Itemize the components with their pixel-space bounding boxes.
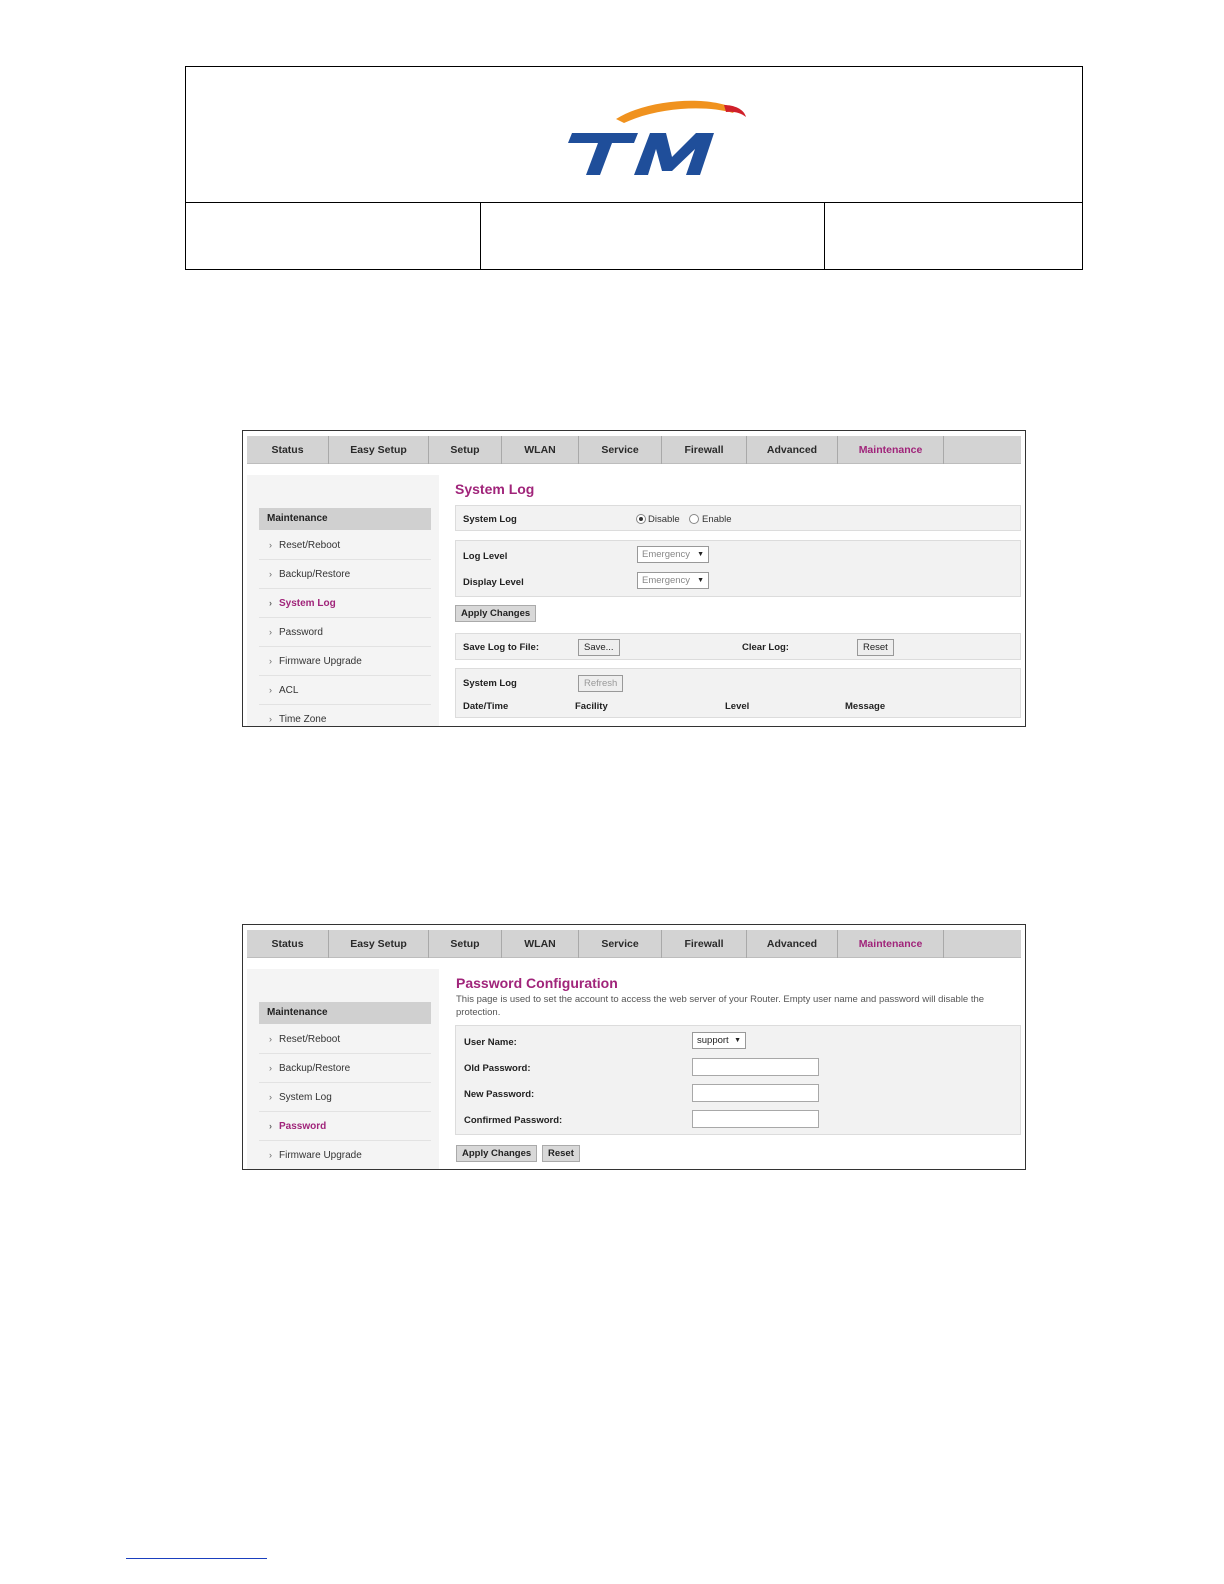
- sidebar-item-password[interactable]: [259, 618, 431, 647]
- log-table-label: System Log: [463, 678, 517, 689]
- chevron-right-icon: ›: [269, 1121, 272, 1131]
- sidebar-item-backup-restore[interactable]: [259, 1054, 431, 1083]
- top-nav: [247, 436, 1021, 464]
- reset-button[interactable]: Reset: [542, 1145, 580, 1162]
- log-level-panel: [455, 540, 1021, 597]
- radio-enable[interactable]: [689, 514, 699, 524]
- tab-firewall[interactable]: Firewall: [662, 436, 747, 464]
- display-level-select[interactable]: [637, 572, 709, 589]
- column-header-level: Level: [725, 701, 750, 712]
- sidebar-item-time-zone[interactable]: [259, 705, 431, 727]
- chevron-right-icon: ›: [269, 1150, 272, 1160]
- chevron-right-icon: ›: [269, 1063, 272, 1073]
- save-log-button[interactable]: Save...: [578, 639, 620, 656]
- apply-changes-button[interactable]: Apply Changes: [455, 605, 536, 622]
- page-title: System Log: [455, 481, 535, 497]
- refresh-button[interactable]: Refresh: [578, 675, 623, 692]
- tab-status[interactable]: Status: [247, 930, 329, 958]
- tab-easy-setup[interactable]: Easy Setup: [329, 930, 429, 958]
- system-log-label: System Log: [463, 514, 517, 525]
- sidebar-item-reset-reboot[interactable]: [259, 1025, 431, 1054]
- radio-disable[interactable]: [636, 514, 646, 524]
- document-header: [185, 66, 1083, 270]
- sidebar-item-label: ACL: [279, 685, 299, 696]
- clear-log-label: Clear Log:: [742, 642, 789, 653]
- password-config-screenshot: [242, 924, 1026, 1170]
- log-level-select[interactable]: [637, 546, 709, 563]
- column-header-facility: Facility: [575, 701, 608, 712]
- column-header-message: Message: [845, 701, 886, 712]
- sidebar-item-label: Backup/Restore: [279, 1063, 351, 1074]
- confirm-password-input[interactable]: [692, 1110, 819, 1128]
- tab-service[interactable]: Service: [579, 436, 662, 464]
- tab-maintenance[interactable]: Maintenance: [838, 930, 944, 958]
- password-form-panel: [455, 1025, 1021, 1135]
- header-cell-1: [186, 203, 481, 269]
- user-name-label: User Name:: [464, 1037, 517, 1048]
- chevron-right-icon: ›: [269, 569, 272, 579]
- tab-wlan[interactable]: WLAN: [502, 930, 579, 958]
- sidebar-header: Maintenance: [259, 508, 431, 530]
- new-password-label: New Password:: [464, 1089, 535, 1100]
- sidebar-item-label: Firmware Upgrade: [279, 1150, 362, 1161]
- footnote-separator: [126, 1558, 267, 1559]
- dropdown-arrow-icon: ▼: [734, 1037, 741, 1044]
- sidebar: [247, 969, 439, 1170]
- dropdown-arrow-icon: ▼: [697, 551, 704, 558]
- sidebar-item-system-log[interactable]: [259, 589, 431, 618]
- sidebar-item-label: Firmware Upgrade: [279, 656, 362, 667]
- clear-log-reset-button[interactable]: Reset: [857, 639, 894, 656]
- log-level-value: Emergency: [642, 549, 691, 560]
- sidebar-header: Maintenance: [259, 1002, 431, 1024]
- page-description: This page is used to set the account to access the web server of your Router. Empty user name and password will disable the protection.: [456, 994, 985, 1018]
- dropdown-arrow-icon: ▼: [697, 577, 704, 584]
- log-level-label: Log Level: [463, 551, 508, 562]
- sidebar-item-firmware-upgrade[interactable]: [259, 1141, 431, 1170]
- confirm-password-label: Confirmed Password:: [464, 1115, 563, 1126]
- sidebar-item-password[interactable]: [259, 1112, 431, 1141]
- tab-setup[interactable]: Setup: [429, 436, 502, 464]
- logo-row: [186, 67, 1082, 203]
- header-cell-2: [481, 203, 825, 269]
- sidebar-item-backup-restore[interactable]: [259, 560, 431, 589]
- save-log-label: Save Log to File:: [463, 642, 540, 653]
- chevron-right-icon: ›: [269, 1034, 272, 1044]
- tab-advanced[interactable]: Advanced: [747, 930, 838, 958]
- chevron-right-icon: ›: [269, 685, 272, 695]
- tab-wlan[interactable]: WLAN: [502, 436, 579, 464]
- column-header-datetime: Date/Time: [463, 701, 509, 712]
- header-cell-3: [825, 203, 1082, 269]
- tab-status[interactable]: Status: [247, 436, 329, 464]
- sidebar-item-label: Backup/Restore: [279, 569, 351, 580]
- save-log-panel: [455, 633, 1021, 660]
- sidebar: [247, 475, 439, 727]
- sidebar-item-firmware-upgrade[interactable]: [259, 647, 431, 676]
- new-password-input[interactable]: [692, 1084, 819, 1102]
- log-table-panel: [455, 668, 1021, 718]
- page-title: Password Configuration: [456, 975, 618, 991]
- sidebar-item-reset-reboot[interactable]: [259, 531, 431, 560]
- chevron-right-icon: ›: [269, 598, 272, 608]
- sidebar-item-label: Password: [279, 1121, 327, 1132]
- tab-maintenance[interactable]: Maintenance: [838, 436, 944, 464]
- chevron-right-icon: ›: [269, 714, 272, 724]
- display-level-label: Display Level: [463, 577, 524, 588]
- chevron-right-icon: ›: [269, 656, 272, 666]
- display-level-value: Emergency: [642, 575, 691, 586]
- old-password-label: Old Password:: [464, 1063, 531, 1074]
- sidebar-list: [259, 1025, 431, 1170]
- system-log-screenshot: [242, 430, 1026, 727]
- old-password-input[interactable]: [692, 1058, 819, 1076]
- user-name-select[interactable]: [692, 1032, 746, 1049]
- tab-firewall[interactable]: Firewall: [662, 930, 747, 958]
- system-log-toggle-panel: [455, 505, 1021, 531]
- chevron-right-icon: ›: [269, 540, 272, 550]
- tab-service[interactable]: Service: [579, 930, 662, 958]
- sidebar-item-label: Reset/Reboot: [279, 1034, 341, 1045]
- top-nav: [247, 930, 1021, 958]
- sidebar-item-label: Reset/Reboot: [279, 540, 341, 551]
- sidebar-item-label: Time Zone: [279, 714, 327, 725]
- sidebar-item-system-log[interactable]: [259, 1083, 431, 1112]
- tab-setup[interactable]: Setup: [429, 930, 502, 958]
- tab-easy-setup[interactable]: Easy Setup: [329, 436, 429, 464]
- apply-changes-button[interactable]: Apply Changes: [456, 1145, 537, 1162]
- chevron-right-icon: ›: [269, 1092, 272, 1102]
- sidebar-list: [259, 531, 431, 727]
- chevron-right-icon: ›: [269, 627, 272, 637]
- sidebar-item-acl[interactable]: [259, 676, 431, 705]
- radio-disable-label: Disable: [648, 514, 680, 525]
- sidebar-item-label: System Log: [279, 1092, 332, 1103]
- tab-advanced[interactable]: Advanced: [747, 436, 838, 464]
- user-name-value: support: [697, 1035, 729, 1046]
- sidebar-item-label: System Log: [279, 598, 336, 609]
- sidebar-item-label: Password: [279, 627, 323, 638]
- tm-logo: [558, 97, 748, 177]
- radio-enable-label: Enable: [702, 514, 732, 525]
